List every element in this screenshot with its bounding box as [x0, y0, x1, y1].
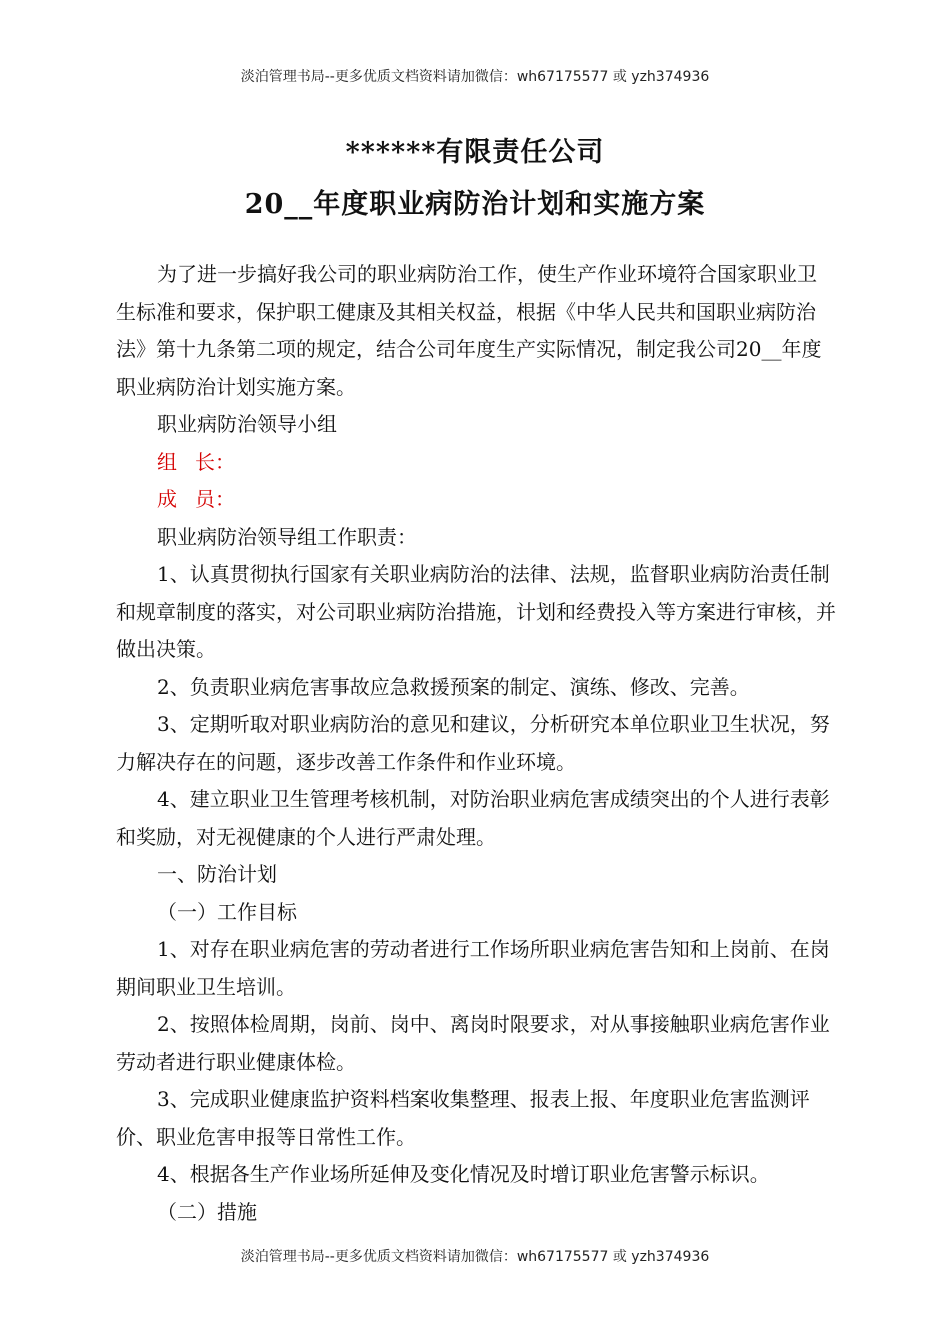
duty-item: 3、定期听取对职业病防治的意见和建议，分析研究本单位职业卫生状况，努力解决存在的问题，逐步改善工作条件和作业环境。 — [116, 712, 830, 774]
duty-item: 4、建立职业卫生管理考核机制，对防治职业病危害成绩突出的个人进行表彰和奖励，对无视健康的个人进行严肃处理。 — [116, 787, 830, 849]
company-title: ******有限责任公司 — [345, 137, 605, 168]
leader-label-b: 长： — [195, 449, 235, 474]
leader-line — [116, 444, 836, 482]
section-heading: 一、防治计划 — [157, 862, 277, 886]
subsection-heading: （一）工作目标 — [157, 899, 297, 924]
group-heading: 职业病防治领导小组 — [157, 412, 337, 436]
duties-heading: 职业病防治领导组工作职责： — [157, 524, 417, 549]
intro-paragraph: 为了进一步搞好我公司的职业病防治工作，使生产作业环境符合国家职业卫生标准和要求，保护职工健康及其相关权益，根据《中华人民共和国职业病防治法》第十九条第二项的规定，结合公司年度生产实际情况，制定我公司20__年度职业病防治计划实施方案。 — [116, 262, 822, 399]
goal-item: 3、完成职业健康监护资料档案收集整理、报表上报、年度职业危害监测评价、职业危害申报等日常性工作。 — [116, 1087, 810, 1149]
leader-label-a: 组 — [157, 449, 195, 474]
duty-item: 1、认真贯彻执行国家有关职业病防治的法律、法规，监督职业病防治责任制和规章制度的落实，对公司职业病防治措施，计划和经费投入等方案进行审核，并做出决策。 — [116, 562, 836, 661]
goal-item: 1、对存在职业病危害的劳动者进行工作场所职业病危害告知和上岗前、在岗期间职业卫生培训。 — [116, 937, 830, 999]
member-label-b: 员： — [195, 487, 235, 511]
subsection-heading: （二）措施 — [157, 1199, 257, 1224]
goal-item: 4、根据各生产作业场所延伸及变化情况及时增订职业危害警示标识。 — [157, 1162, 770, 1186]
page-header-note: 淡泊管理书局--更多优质文档资料请加微信：wh67175577 或 yzh374936 — [240, 69, 710, 85]
goal-item: 2、按照体检周期，岗前、岗中、离岗时限要求，对从事接触职业病危害作业劳动者进行职业健康体检。 — [116, 1012, 830, 1074]
member-label-a: 成 — [157, 487, 195, 511]
page-footer-note: 淡泊管理书局--更多优质文档资料请加微信：wh67175577 或 yzh374936 — [240, 1249, 710, 1265]
duty-item: 2、负责职业病危害事故应急救援预案的制定、演练、修改、完善。 — [157, 674, 750, 699]
document-body — [116, 256, 836, 1231]
member-line — [116, 481, 836, 519]
document-title: 20__年度职业病防治计划和实施方案 — [244, 189, 706, 220]
